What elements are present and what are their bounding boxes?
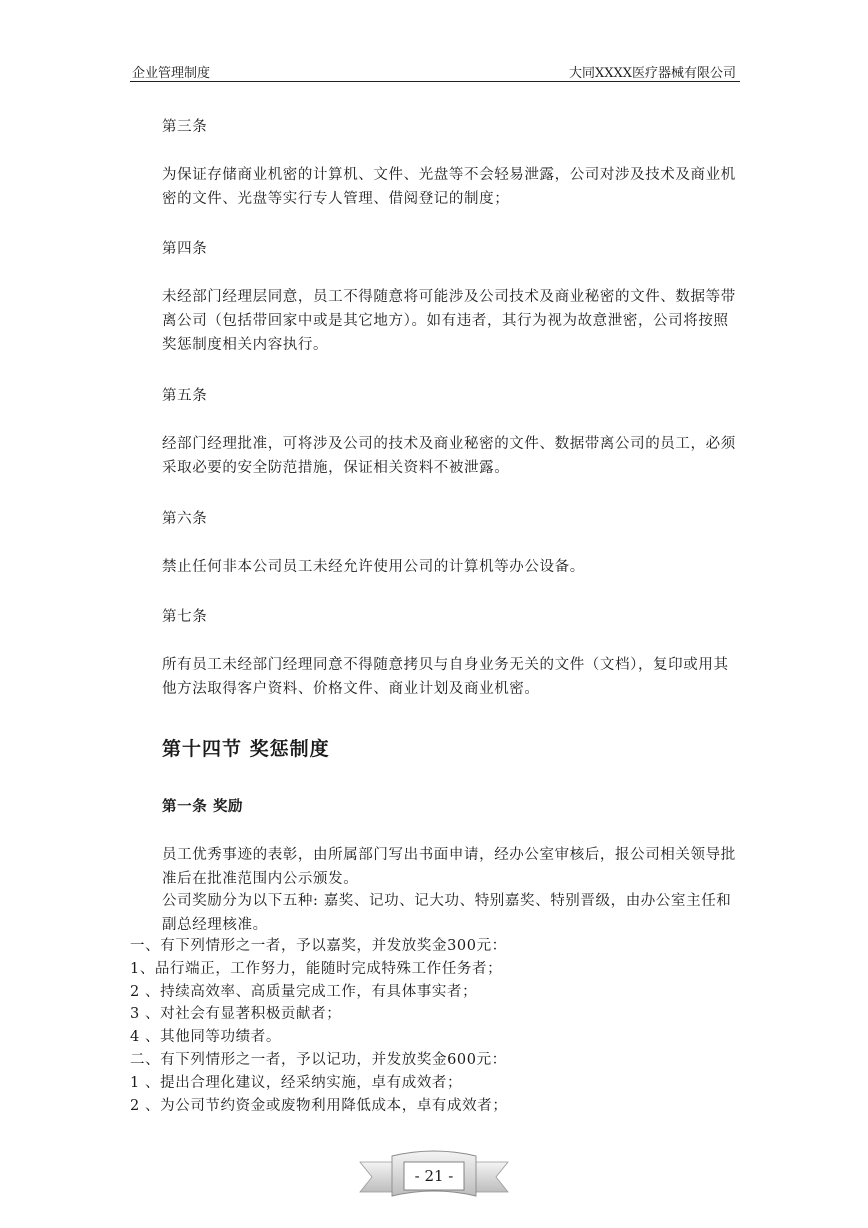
subsection-title: 第一条 奖励 — [162, 798, 244, 815]
list-item: 2 、持续高效率、高质量完成工作，有具体事实者； — [130, 983, 478, 1000]
article-title: 第五条 — [162, 388, 208, 404]
header-rule — [130, 81, 740, 82]
list-item: 3 、对社会有显著积极贡献者； — [130, 1006, 342, 1023]
article-title: 第七条 — [162, 609, 208, 625]
article-body: 所有员工未经部门经理同意不得随意拷贝与自身业务无关的文件（文档），复印或用其他方法取得客户资料、价格文件、商业计划及商业机密。 — [162, 657, 729, 697]
list-item: 4 、其他同等功绩者。 — [130, 1029, 281, 1046]
reward-list — [130, 935, 740, 1117]
article-title: 第四条 — [162, 241, 208, 257]
list-item: 2 、为公司节约资金或废物利用降低成本，卓有成效者； — [130, 1097, 508, 1114]
list-item: 一、有下列情形之一者，予以嘉奖，并发放奖金300元： — [130, 938, 507, 954]
article-title: 第六条 — [162, 511, 208, 527]
header-company-name: 大同XXXX医疗器械有限公司 — [568, 66, 736, 81]
paragraph: 公司奖励分为以下五种: 嘉奖、记功、记大功、特别嘉奖、特别晋级，由办公室主任和副总经理核准。 — [162, 893, 732, 933]
header-left-text: 企业管理制度 — [132, 66, 211, 81]
article-body: 禁止任何非本公司员工未经允许使用公司的计算机等办公设备。 — [162, 559, 585, 575]
section-title: 第十四节 奖惩制度 — [162, 738, 330, 760]
article-body: 为保证存储商业机密的计算机、文件、光盘等不会轻易泄露，公司对涉及技术及商业机密的文件、光盘等实行专人管理、借阅登记的制度； — [162, 167, 736, 207]
article-title: 第三条 — [162, 119, 208, 135]
page-header — [130, 62, 738, 82]
article-body: 经部门经理批准，可将涉及公司的技术及商业秘密的文件、数据带离公司的员工，必须采取必要的安全防范措施，保证相关资料不被泄露。 — [162, 436, 736, 476]
article-body: 未经部门经理层同意，员工不得随意将可能涉及公司技术及商业秘密的文件、数据等带离公司（包括带回家中或是其它地方）。如有违者，其行为视为故意泄密，公司将按照奖惩制度相关内容执行。 — [162, 289, 736, 353]
list-item: 1 、提出合理化建议，经采纳实施，卓有成效者； — [130, 1074, 463, 1091]
list-item: 二、有下列情形之一者，予以记功，并发放奖金600元： — [130, 1051, 507, 1068]
list-item: 1、品行端正，工作努力，能随时完成特殊工作任务者； — [130, 960, 503, 977]
paragraph: 员工优秀事迹的表彰，由所属部门写出书面申请，经办公室审核后，报公司相关领导批准后在批准范围内公示颁发。 — [162, 847, 736, 887]
page-number: - 21 - — [414, 1167, 454, 1185]
